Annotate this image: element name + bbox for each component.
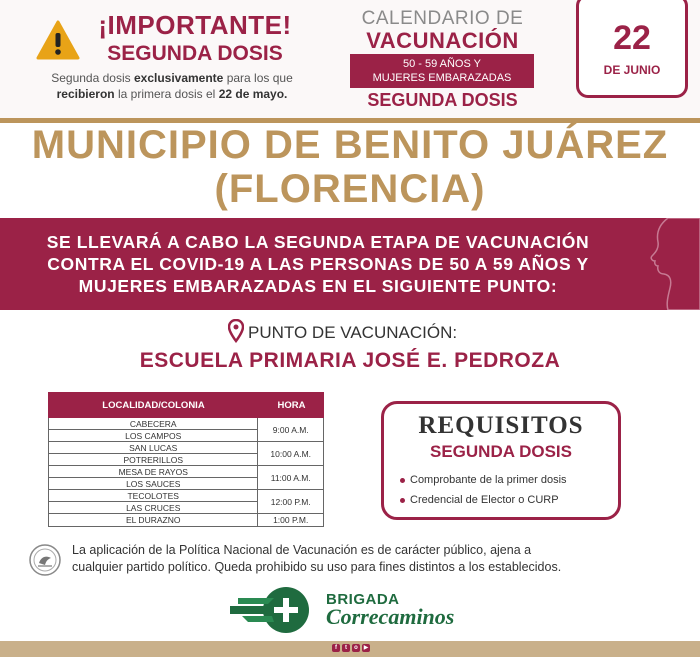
column-time: HORA: [277, 399, 306, 411]
header: [0, 0, 700, 118]
calendar-heading: CALENDARIO DE: [361, 8, 524, 29]
table-header: [48, 392, 324, 418]
locality-cell: LAS CRUCES: [49, 502, 257, 514]
age-group-box: 50 - 59 AÑOS Y MUJERES EMBARAZADAS: [350, 54, 534, 88]
time-cell: 9:00 A.M.: [258, 418, 323, 442]
important-note: Segunda dosis exclusivamente para los que recibieron la primera dosis el 22 de mayo.: [51, 71, 293, 101]
date-badge: [576, 0, 688, 98]
time-cell: 1:00 P.M.: [273, 515, 309, 525]
municipality-title: MUNICIPIO DE BENITO JUÁREZ: [31, 123, 669, 167]
locality-cell: MESA DE RAYOS: [49, 466, 257, 478]
bullet-icon: [400, 498, 405, 503]
time-cell: 12:00 P.M.: [258, 490, 323, 514]
disclaimer: La aplicación de la Política Nacional de Vacunación es de carácter público, ajena a cualquier partido político. Queda prohibido su uso para fines distintos a los establecidos.: [72, 543, 562, 574]
youtube-icon[interactable]: ▶: [363, 645, 369, 651]
locality-cell: TECOLOTES: [49, 490, 257, 502]
brand-line2: Correcaminos: [326, 604, 455, 629]
locality-cell: LOS SAUCES: [49, 478, 257, 490]
locality-cell: POTRERILLOS: [49, 454, 257, 466]
requirement-item: Credencial de Elector o CURP: [410, 494, 559, 506]
requirements-subtitle: SEGUNDA DOSIS: [429, 442, 572, 461]
time-cell: 11:00 A.M.: [258, 466, 323, 490]
table-body: [48, 418, 324, 527]
point-label: PUNTO DE VACUNACIÓN:: [248, 323, 458, 342]
requirements-title: REQUISITOS: [418, 412, 584, 439]
brand-line1: BRIGADA: [326, 591, 400, 608]
announcement-text: SE LLEVARÁ A CABO LA SEGUNDA ETAPA DE VACUNACIÓN CONTRA EL COVID-19 A LAS PERSONAS DE 50 A 59 AÑOS Y MUJERES EMBARAZADAS EN EL SIGUIENTE PUNTO:: [46, 232, 590, 296]
requirements-box: [381, 401, 621, 520]
calendar-dose: SEGUNDA DOSIS: [367, 90, 518, 110]
important-subtitle: SEGUNDA DOSIS: [107, 42, 283, 65]
date-month: DE JUNIO: [603, 63, 661, 77]
date-day: 22: [613, 19, 651, 57]
locality-cell: SAN LUCAS: [49, 442, 257, 454]
locality-cell: LOS CAMPOS: [49, 430, 257, 442]
footer: [0, 641, 700, 657]
locality-cell: EL DURAZNO: [125, 515, 181, 525]
twitter-icon[interactable]: t: [342, 644, 350, 652]
column-locality: LOCALIDAD/COLONIA: [102, 399, 205, 411]
requirement-item: Comprobante de la primer dosis: [410, 474, 567, 486]
facebook-icon[interactable]: f: [332, 644, 340, 652]
government-seal: [28, 543, 62, 577]
locality-cell: CABECERA: [49, 418, 257, 430]
bullet-icon: [400, 478, 405, 483]
location-pin-icon: [228, 319, 244, 343]
schedule-table: [48, 392, 324, 527]
instagram-icon[interactable]: o: [352, 644, 360, 652]
woman-silhouette: [638, 218, 700, 310]
locality-column: [49, 418, 258, 526]
time-cell: 10:00 A.M.: [258, 442, 323, 466]
announcement-banner: [0, 218, 700, 310]
calendar-vaccination: VACUNACIÓN: [366, 28, 519, 53]
brigada-logo: [228, 584, 324, 636]
municipality-subtitle: (FLORENCIA): [214, 167, 486, 211]
important-title: ¡IMPORTANTE!: [98, 10, 292, 40]
time-column: [258, 418, 323, 526]
point-name: ESCUELA PRIMARIA JOSÉ E. PEDROZA: [139, 349, 561, 372]
warning-icon: [36, 20, 80, 60]
